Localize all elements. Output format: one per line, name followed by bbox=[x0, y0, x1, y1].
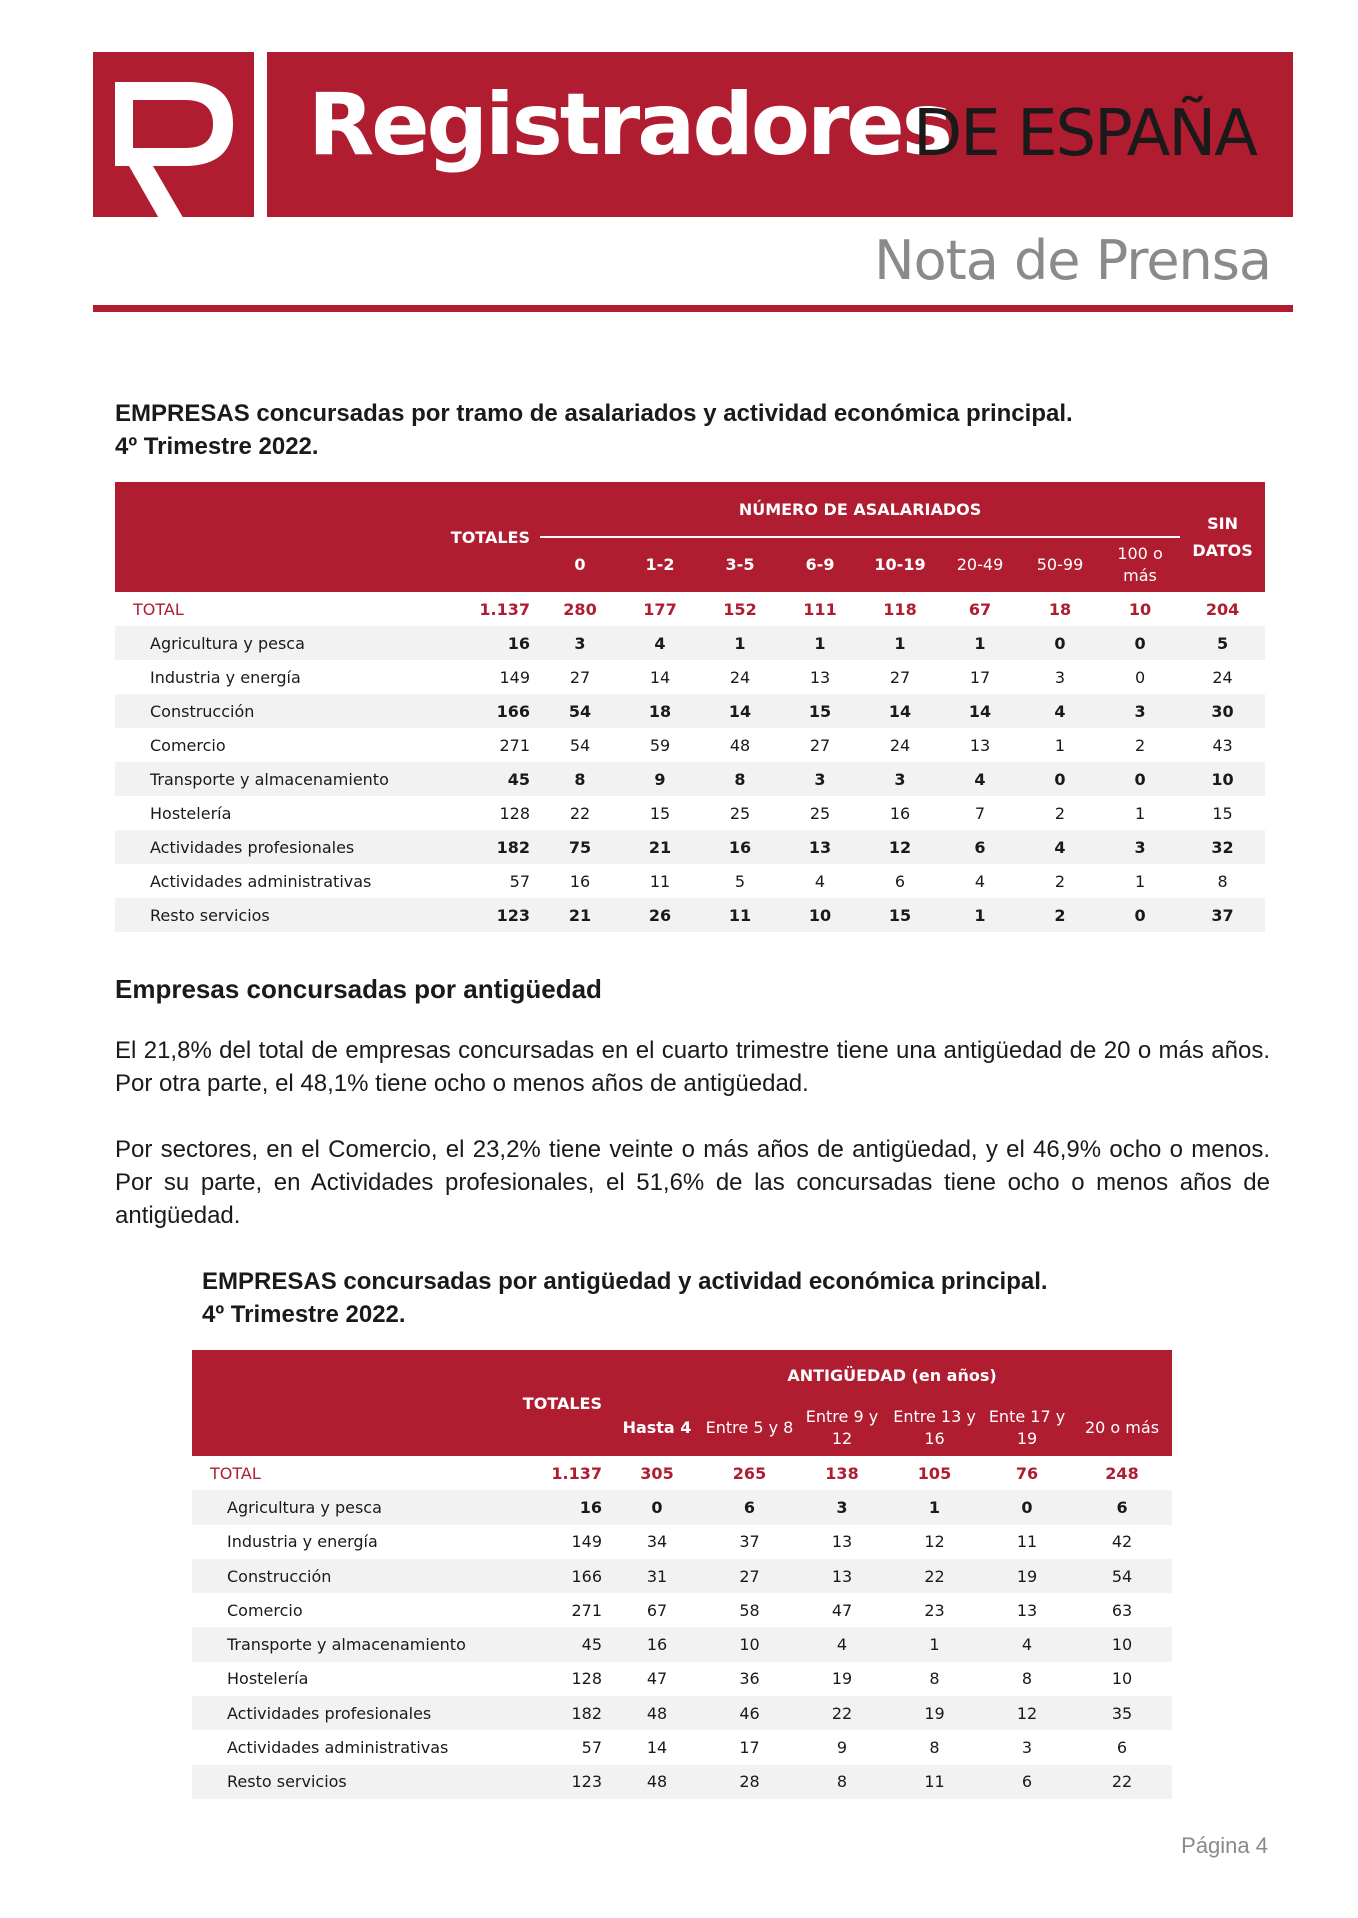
cell-value: 16 bbox=[700, 830, 780, 864]
cell-value: 19 bbox=[887, 1696, 982, 1730]
table1-column-header: 100 o más bbox=[1100, 537, 1180, 592]
total-label: TOTAL bbox=[210, 1463, 261, 1483]
cell-value: 0 bbox=[982, 1490, 1072, 1524]
table-row bbox=[115, 830, 1265, 864]
table1-header-blank2 bbox=[115, 537, 420, 592]
cell-value: 13 bbox=[797, 1559, 887, 1593]
cell-value: 14 bbox=[700, 694, 780, 728]
cell-value: 11 bbox=[887, 1765, 982, 1799]
cell-value: 26 bbox=[620, 898, 700, 932]
cell-value: 0 bbox=[1100, 898, 1180, 932]
cell-value: 9 bbox=[836, 1738, 848, 1758]
total-label: TOTAL bbox=[133, 599, 184, 619]
cell-value: 15 bbox=[1212, 803, 1233, 823]
cell-value: 12 bbox=[924, 1532, 945, 1552]
cell-value: 3 bbox=[1100, 830, 1180, 864]
cell-value: 27 bbox=[889, 667, 911, 687]
cell-value: 4 bbox=[797, 1627, 887, 1661]
cell-value: 63 bbox=[1111, 1600, 1133, 1620]
cell-value: 14 bbox=[649, 667, 671, 687]
cell-value: 6 bbox=[1072, 1490, 1172, 1524]
cell-value: 10 bbox=[780, 898, 860, 932]
total-value: 111 bbox=[803, 599, 837, 619]
total-value: 248 bbox=[1105, 1463, 1139, 1483]
row-label: Agricultura y pesca bbox=[192, 1490, 497, 1524]
cell-value: 1 bbox=[700, 626, 780, 660]
total-value: 18 bbox=[1048, 599, 1072, 619]
cell-value: 149 bbox=[571, 1532, 602, 1552]
cell-value: 6 bbox=[702, 1490, 797, 1524]
cell-value: 15 bbox=[780, 694, 860, 728]
table2-column-header: 20 o más bbox=[1072, 1400, 1172, 1456]
cell-value: 48 bbox=[612, 1765, 702, 1799]
cell-value: 3 bbox=[860, 762, 940, 796]
cell-value: 0 bbox=[1100, 762, 1180, 796]
cell-value: 8 bbox=[540, 762, 620, 796]
cell-value: 0 bbox=[1020, 762, 1100, 796]
row-label: Actividades profesionales bbox=[115, 830, 420, 864]
cell-value: 3 bbox=[797, 1490, 887, 1524]
table2-header-blank2 bbox=[192, 1400, 497, 1456]
table1-column-header: 6-9 bbox=[780, 537, 860, 592]
cell-value: 16 bbox=[612, 1627, 702, 1661]
cell-value: 17 bbox=[969, 667, 991, 687]
cell-value: 58 bbox=[739, 1600, 760, 1620]
cell-value: 166 bbox=[497, 1559, 612, 1593]
cell-value: 57 bbox=[581, 1738, 602, 1758]
cell-value: 6 bbox=[982, 1765, 1072, 1799]
cell-value: 16 bbox=[569, 871, 591, 891]
table-row bbox=[192, 1765, 1172, 1799]
cell-value: 166 bbox=[420, 694, 540, 728]
cell-value: 3 bbox=[540, 626, 620, 660]
cell-value: 14 bbox=[940, 694, 1020, 728]
table-row bbox=[192, 1627, 1172, 1661]
cell-value: 2 bbox=[1134, 735, 1146, 755]
table2-header-row2 bbox=[192, 1400, 1172, 1456]
cell-value: 17 bbox=[739, 1738, 760, 1758]
cell-value: 8 bbox=[700, 762, 780, 796]
cell-value: 19 bbox=[831, 1669, 853, 1689]
total-row bbox=[115, 592, 1265, 626]
cell-value: 75 bbox=[540, 830, 620, 864]
cell-value: 271 bbox=[499, 735, 530, 755]
cell-value: 19 bbox=[982, 1559, 1072, 1593]
table1-column-header: 50-99 bbox=[1020, 537, 1100, 592]
brand-name: Registradores bbox=[308, 75, 950, 175]
cell-value: 32 bbox=[1180, 830, 1265, 864]
cell-value: 0 bbox=[1134, 667, 1146, 687]
table2-header-group: ANTIGÜEDAD (en años) bbox=[612, 1350, 1172, 1400]
cell-value: 54 bbox=[1072, 1559, 1172, 1593]
table2-title bbox=[202, 1265, 1048, 1331]
cell-value: 48 bbox=[612, 1696, 702, 1730]
total-value: 204 bbox=[1205, 599, 1240, 619]
cell-value: 5 bbox=[1180, 626, 1265, 660]
table1-header-blank bbox=[115, 482, 420, 537]
cell-value: 3 bbox=[1021, 1738, 1033, 1758]
total-value: 67 bbox=[968, 599, 992, 619]
total-value: 1.137 bbox=[479, 599, 530, 619]
page-number: Página 4 bbox=[1181, 1833, 1268, 1858]
brand-suffix: DE ESPAÑA bbox=[913, 97, 1257, 171]
cell-value: 21 bbox=[540, 898, 620, 932]
cell-value: 24 bbox=[889, 735, 911, 755]
row-label: Hostelería bbox=[150, 803, 232, 823]
row-label: Transporte y almacenamiento bbox=[192, 1627, 497, 1661]
table-row bbox=[115, 694, 1265, 728]
cell-value: 12 bbox=[982, 1696, 1072, 1730]
table2-title-line2: 4º Trimestre 2022. bbox=[202, 1301, 406, 1328]
cell-value: 1 bbox=[887, 1490, 982, 1524]
total-value: 76 bbox=[1015, 1463, 1039, 1483]
table2-header-totales: TOTALES bbox=[497, 1350, 612, 1456]
cell-value: 7 bbox=[974, 803, 986, 823]
row-label: Transporte y almacenamiento bbox=[115, 762, 420, 796]
total-value: 1.137 bbox=[551, 1463, 602, 1483]
cell-value: 8 bbox=[929, 1669, 940, 1689]
cell-value: 43 bbox=[1212, 735, 1233, 755]
table2-column-header: Entre 13 y 16 bbox=[887, 1400, 982, 1456]
cell-value: 31 bbox=[612, 1559, 702, 1593]
table1-header-row1 bbox=[115, 482, 1265, 537]
cell-value: 271 bbox=[571, 1600, 602, 1620]
cell-value: 42 bbox=[1111, 1532, 1133, 1552]
cell-value: 34 bbox=[646, 1532, 668, 1552]
cell-value: 1 bbox=[860, 626, 940, 660]
table1-header-sin-datos bbox=[1180, 482, 1265, 592]
table-row bbox=[115, 864, 1265, 898]
table1-header-group: NÚMERO DE ASALARIADOS bbox=[540, 482, 1180, 537]
table-row bbox=[192, 1490, 1172, 1524]
cell-value: 54 bbox=[540, 694, 620, 728]
table1-column-header: 10-19 bbox=[860, 537, 940, 592]
cell-value: 0 bbox=[1100, 626, 1180, 660]
cell-value: 128 bbox=[571, 1669, 602, 1689]
cell-value: 24 bbox=[729, 667, 751, 687]
employees-activity-table bbox=[115, 482, 1265, 932]
cell-value: 35 bbox=[1072, 1696, 1172, 1730]
cell-value: 3 bbox=[780, 762, 860, 796]
cell-value: 67 bbox=[646, 1600, 668, 1620]
cell-value: 47 bbox=[646, 1669, 668, 1689]
cell-value: 182 bbox=[420, 830, 540, 864]
cell-value: 5 bbox=[734, 871, 746, 891]
cell-value: 28 bbox=[702, 1765, 797, 1799]
cell-value: 23 bbox=[924, 1600, 945, 1620]
cell-value: 25 bbox=[809, 803, 831, 823]
table-row bbox=[192, 1559, 1172, 1593]
table-row bbox=[192, 1696, 1172, 1730]
cell-value: 3 bbox=[1100, 694, 1180, 728]
cell-value: 4 bbox=[620, 626, 700, 660]
cell-value: 8 bbox=[1021, 1669, 1033, 1689]
row-label: Actividades administrativas bbox=[227, 1738, 449, 1758]
table-row bbox=[192, 1662, 1172, 1696]
cell-value: 8 bbox=[1217, 871, 1228, 891]
cell-value: 18 bbox=[620, 694, 700, 728]
cell-value: 2 bbox=[1020, 898, 1100, 932]
cell-value: 10 bbox=[1072, 1627, 1172, 1661]
cell-value: 6 bbox=[940, 830, 1020, 864]
paragraph-2: Por sectores, en el Comercio, el 23,2% tiene veinte o más años de antigüedad, y el 46,9% ocho o menos. Por su parte, en Actividades profesionales, el 51,6% de las concursadas tiene ocho o menos años de antigüedad. bbox=[115, 1136, 1270, 1229]
age-activity-table bbox=[192, 1350, 1172, 1799]
cell-value: 10 bbox=[702, 1627, 797, 1661]
total-value: 152 bbox=[723, 599, 757, 619]
cell-value: 46 bbox=[702, 1696, 797, 1730]
cell-value: 45 bbox=[497, 1627, 612, 1661]
table1-title-line1: EMPRESAS concursadas por tramo de asalariados y actividad económica principal. bbox=[115, 400, 1073, 427]
cell-value: 27 bbox=[569, 667, 591, 687]
cell-value: 1 bbox=[940, 898, 1020, 932]
row-label: Hostelería bbox=[227, 1669, 309, 1689]
table1-header-totales: TOTALES bbox=[420, 482, 540, 592]
table1-header-row2 bbox=[115, 537, 1265, 592]
cell-value: 182 bbox=[497, 1696, 612, 1730]
table2-title-line1: EMPRESAS concursadas por antigüedad y actividad económica principal. bbox=[202, 1268, 1048, 1295]
table-row bbox=[115, 728, 1265, 762]
cell-value: 2 bbox=[1054, 871, 1066, 891]
table1-column-header: 3-5 bbox=[700, 537, 780, 592]
cell-value: 37 bbox=[1180, 898, 1265, 932]
table1-title bbox=[115, 397, 1073, 463]
table-row bbox=[192, 1525, 1172, 1559]
table2-column-header: Hasta 4 bbox=[612, 1400, 702, 1456]
cell-value: 4 bbox=[1020, 830, 1100, 864]
cell-value: 123 bbox=[497, 1765, 612, 1799]
total-value: 138 bbox=[825, 1463, 859, 1483]
paragraph-1: El 21,8% del total de empresas concursadas en el cuarto trimestre tiene una antigüedad de 20 o más años. Por otra parte, el 48,1% tiene ocho o menos años de antigüedad. bbox=[115, 1037, 1270, 1097]
total-row bbox=[192, 1456, 1172, 1490]
total-value: 10 bbox=[1128, 599, 1152, 619]
cell-value: 10 bbox=[1111, 1669, 1133, 1689]
total-value: 118 bbox=[883, 599, 917, 619]
row-label: Construcción bbox=[192, 1559, 497, 1593]
cell-value: 22 bbox=[569, 803, 591, 823]
cell-value: 4 bbox=[982, 1627, 1072, 1661]
table2-column-header: Ente 17 y 19 bbox=[982, 1400, 1072, 1456]
row-label: Construcción bbox=[115, 694, 420, 728]
sin-datos-line1: SIN bbox=[1207, 514, 1238, 533]
table-row bbox=[192, 1730, 1172, 1764]
cell-value: 36 bbox=[739, 1669, 760, 1689]
table-row bbox=[115, 762, 1265, 796]
logo-separator bbox=[254, 52, 267, 217]
cell-value: 16 bbox=[497, 1490, 612, 1524]
cell-value: 48 bbox=[729, 735, 751, 755]
cell-value: 15 bbox=[860, 898, 940, 932]
cell-value: 13 bbox=[780, 830, 860, 864]
cell-value: 6 bbox=[1116, 1738, 1128, 1758]
cell-value: 37 bbox=[739, 1532, 760, 1552]
cell-value: 4 bbox=[974, 871, 986, 891]
table-row bbox=[115, 796, 1265, 830]
cell-value: 0 bbox=[612, 1490, 702, 1524]
row-label: Comercio bbox=[227, 1600, 303, 1620]
cell-value: 11 bbox=[649, 871, 671, 891]
total-value: 265 bbox=[732, 1463, 767, 1483]
cell-value: 27 bbox=[809, 735, 831, 755]
cell-value: 6 bbox=[894, 871, 906, 891]
table1-column-header: 20-49 bbox=[940, 537, 1020, 592]
table-row bbox=[192, 1593, 1172, 1627]
cell-value: 10 bbox=[1180, 762, 1265, 796]
table2-column-header: Entre 5 y 8 bbox=[702, 1400, 797, 1456]
cell-value: 1 bbox=[940, 626, 1020, 660]
cell-value: 12 bbox=[860, 830, 940, 864]
cell-value: 13 bbox=[809, 667, 831, 687]
cell-value: 59 bbox=[649, 735, 671, 755]
cell-value: 21 bbox=[620, 830, 700, 864]
cell-value: 13 bbox=[831, 1532, 853, 1552]
cell-value: 1 bbox=[780, 626, 860, 660]
registradores-logo-icon bbox=[93, 52, 258, 252]
table-row bbox=[115, 898, 1265, 932]
row-label: Resto servicios bbox=[192, 1765, 497, 1799]
row-label: Actividades profesionales bbox=[192, 1696, 497, 1730]
cell-value: 8 bbox=[929, 1738, 940, 1758]
cell-value: 15 bbox=[649, 803, 671, 823]
cell-value: 47 bbox=[831, 1600, 853, 1620]
cell-value: 27 bbox=[702, 1559, 797, 1593]
row-label: Comercio bbox=[150, 735, 226, 755]
cell-value: 11 bbox=[1016, 1532, 1038, 1552]
cell-value: 14 bbox=[646, 1738, 668, 1758]
cell-value: 128 bbox=[499, 803, 530, 823]
row-label: Resto servicios bbox=[115, 898, 420, 932]
total-value: 305 bbox=[640, 1463, 674, 1483]
row-label: Industria y energía bbox=[227, 1532, 378, 1552]
cell-value: 2 bbox=[1054, 803, 1066, 823]
cell-value: 11 bbox=[700, 898, 780, 932]
cell-value: 22 bbox=[797, 1696, 887, 1730]
cell-value: 4 bbox=[1020, 694, 1100, 728]
cell-value: 25 bbox=[729, 803, 751, 823]
cell-value: 123 bbox=[420, 898, 540, 932]
cell-value: 45 bbox=[420, 762, 540, 796]
cell-value: 1 bbox=[1134, 871, 1146, 891]
cell-value: 14 bbox=[860, 694, 940, 728]
cell-value: 57 bbox=[509, 871, 530, 891]
table-row bbox=[115, 660, 1265, 694]
cell-value: 22 bbox=[887, 1559, 982, 1593]
cell-value: 24 bbox=[1212, 667, 1233, 687]
cell-value: 13 bbox=[1016, 1600, 1038, 1620]
table1-column-header: 1-2 bbox=[620, 537, 700, 592]
table2-header-blank bbox=[192, 1350, 497, 1400]
cell-value: 16 bbox=[889, 803, 911, 823]
cell-value: 4 bbox=[940, 762, 1020, 796]
total-value: 177 bbox=[643, 599, 677, 619]
cell-value: 1 bbox=[1054, 735, 1066, 755]
sin-datos-line2: DATOS bbox=[1192, 541, 1253, 560]
row-label: Actividades administrativas bbox=[150, 871, 372, 891]
cell-value: 1 bbox=[887, 1627, 982, 1661]
cell-value: 149 bbox=[499, 667, 530, 687]
section-title: Empresas concursadas por antigüedad bbox=[115, 974, 602, 1004]
row-label: Agricultura y pesca bbox=[115, 626, 420, 660]
cell-value: 4 bbox=[814, 871, 826, 891]
total-value: 105 bbox=[917, 1463, 952, 1483]
cell-value: 30 bbox=[1180, 694, 1265, 728]
table-row bbox=[115, 626, 1265, 660]
header-divider bbox=[93, 305, 1293, 312]
cell-value: 22 bbox=[1072, 1765, 1172, 1799]
row-label: Industria y energía bbox=[150, 667, 301, 687]
table2-header-row1 bbox=[192, 1350, 1172, 1400]
table1-column-header: 0 bbox=[540, 537, 620, 592]
cell-value: 8 bbox=[797, 1765, 887, 1799]
page-subtitle: Nota de Prensa bbox=[874, 229, 1271, 292]
table2-column-header: Entre 9 y 12 bbox=[797, 1400, 887, 1456]
cell-value: 3 bbox=[1054, 667, 1066, 687]
cell-value: 54 bbox=[569, 735, 591, 755]
table1-title-line2: 4º Trimestre 2022. bbox=[115, 433, 319, 460]
total-value: 280 bbox=[563, 599, 597, 619]
cell-value: 16 bbox=[420, 626, 540, 660]
cell-value: 1 bbox=[1134, 803, 1146, 823]
press-header bbox=[93, 52, 1293, 317]
cell-value: 9 bbox=[620, 762, 700, 796]
cell-value: 13 bbox=[969, 735, 991, 755]
cell-value: 0 bbox=[1020, 626, 1100, 660]
